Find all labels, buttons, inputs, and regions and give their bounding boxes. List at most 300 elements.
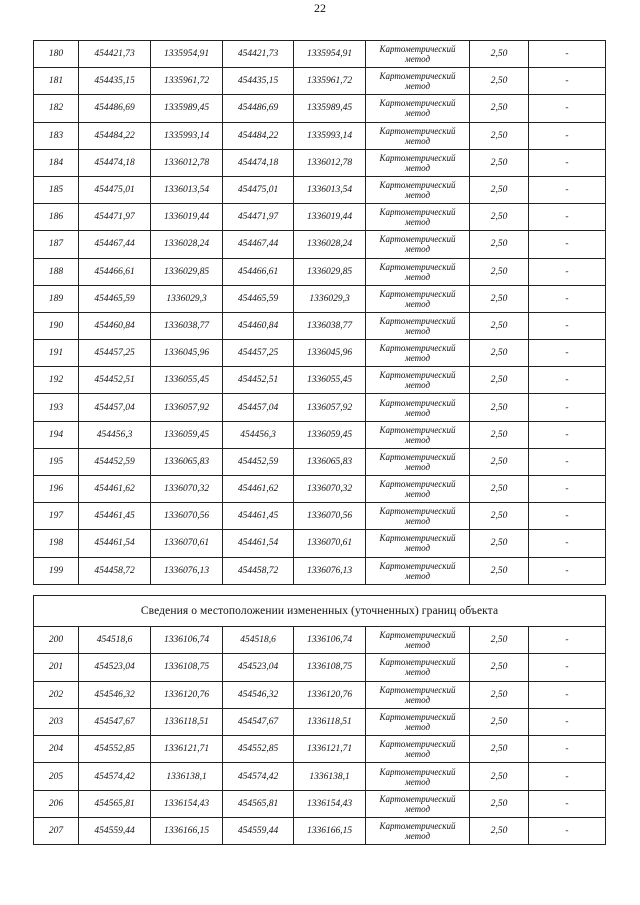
y-coordinate-new: 1336070,32 (294, 476, 366, 503)
x-coordinate-old: 454471,97 (79, 204, 151, 231)
note-value: - (529, 476, 606, 503)
table-row (34, 654, 606, 681)
y-coordinate-old: 1336028,24 (151, 231, 223, 258)
point-number: 201 (34, 654, 79, 681)
accuracy-value: 2,50 (470, 122, 529, 149)
method-line-2: метод (404, 81, 431, 92)
method-line-1: Картометрический (379, 739, 456, 750)
x-coordinate-old: 454457,25 (79, 340, 151, 367)
y-coordinate-new: 1336120,76 (294, 681, 366, 708)
method-line-2: метод (404, 831, 431, 842)
y-coordinate-old: 1336070,32 (151, 476, 223, 503)
note-value: - (529, 503, 606, 530)
accuracy-value: 2,50 (470, 285, 529, 312)
table-row (34, 476, 606, 503)
section-title: Сведения о местоположении измененных (уточненных) границ объекта (34, 596, 606, 627)
y-coordinate-new: 1336013,54 (294, 176, 366, 203)
y-coordinate-old: 1336059,45 (151, 421, 223, 448)
table-row (34, 312, 606, 339)
accuracy-value: 2,50 (470, 367, 529, 394)
method-cell (366, 122, 470, 149)
note-value: - (529, 231, 606, 258)
note-value: - (529, 763, 606, 790)
x-coordinate-new: 454467,44 (223, 231, 294, 258)
method-line-1: Картометрический (379, 207, 456, 218)
page-number: 22 (314, 1, 326, 15)
method-cell (366, 736, 470, 763)
accuracy-value: 2,50 (470, 340, 529, 367)
accuracy-value: 2,50 (470, 149, 529, 176)
y-coordinate-old: 1336038,77 (151, 312, 223, 339)
method-line-1: Картометрический (379, 506, 456, 517)
method-line-2: метод (404, 722, 431, 733)
y-coordinate-old: 1336019,44 (151, 204, 223, 231)
y-coordinate-new: 1336166,15 (294, 818, 366, 845)
y-coordinate-new: 1336029,3 (294, 285, 366, 312)
method-line-1: Картометрический (379, 424, 456, 435)
point-number: 187 (34, 231, 79, 258)
y-coordinate-old: 1336076,13 (151, 557, 223, 584)
point-number: 181 (34, 68, 79, 95)
x-coordinate-old: 454461,62 (79, 476, 151, 503)
method-line-2: метод (404, 298, 431, 309)
table-row (34, 68, 606, 95)
method-cell (366, 367, 470, 394)
method-line-1: Картометрический (379, 821, 456, 832)
point-number: 198 (34, 530, 79, 557)
x-coordinate-old: 454484,22 (79, 122, 151, 149)
accuracy-value: 2,50 (470, 231, 529, 258)
method-cell (366, 285, 470, 312)
accuracy-value: 2,50 (470, 176, 529, 203)
x-coordinate-new: 454471,97 (223, 204, 294, 231)
y-coordinate-new: 1335993,14 (294, 122, 366, 149)
table-row (34, 258, 606, 285)
method-line-1: Картометрический (379, 71, 456, 82)
table-row (34, 394, 606, 421)
point-number: 186 (34, 204, 79, 231)
x-coordinate-new: 454475,01 (223, 176, 294, 203)
table-row (34, 448, 606, 475)
x-coordinate-new: 454547,67 (223, 708, 294, 735)
y-coordinate-new: 1336070,56 (294, 503, 366, 530)
method-cell (366, 340, 470, 367)
x-coordinate-old: 454466,61 (79, 258, 151, 285)
method-line-2: метод (404, 461, 431, 472)
accuracy-value: 2,50 (470, 557, 529, 584)
note-value: - (529, 340, 606, 367)
note-value: - (529, 448, 606, 475)
y-coordinate-new: 1336118,51 (294, 708, 366, 735)
note-value: - (529, 708, 606, 735)
y-coordinate-new: 1336019,44 (294, 204, 366, 231)
point-number: 197 (34, 503, 79, 530)
y-coordinate-new: 1336029,85 (294, 258, 366, 285)
method-line-1: Картометрический (379, 315, 456, 326)
x-coordinate-new: 454461,45 (223, 503, 294, 530)
method-line-2: метод (404, 667, 431, 678)
point-number: 204 (34, 736, 79, 763)
method-cell (366, 394, 470, 421)
x-coordinate-new: 454552,85 (223, 736, 294, 763)
method-line-2: метод (404, 543, 431, 554)
table-row (34, 790, 606, 817)
x-coordinate-new: 454486,69 (223, 95, 294, 122)
x-coordinate-new: 454484,22 (223, 122, 294, 149)
method-line-2: метод (404, 749, 431, 760)
note-value: - (529, 530, 606, 557)
point-number: 195 (34, 448, 79, 475)
note-value: - (529, 68, 606, 95)
y-coordinate-new: 1336038,77 (294, 312, 366, 339)
note-value: - (529, 627, 606, 654)
method-cell (366, 312, 470, 339)
method-line-1: Картометрический (379, 343, 456, 354)
x-coordinate-old: 454465,59 (79, 285, 151, 312)
coordinates-table-1 (33, 40, 606, 585)
point-number: 183 (34, 122, 79, 149)
point-number: 205 (34, 763, 79, 790)
method-line-1: Картометрический (379, 44, 456, 55)
method-cell (366, 149, 470, 176)
method-cell (366, 557, 470, 584)
method-cell (366, 176, 470, 203)
point-number: 182 (34, 95, 79, 122)
accuracy-value: 2,50 (470, 41, 529, 68)
y-coordinate-old: 1336138,1 (151, 763, 223, 790)
y-coordinate-old: 1336166,15 (151, 818, 223, 845)
table-row (34, 818, 606, 845)
table-row (34, 367, 606, 394)
table-row (34, 708, 606, 735)
accuracy-value: 2,50 (470, 476, 529, 503)
method-cell (366, 95, 470, 122)
method-line-2: метод (404, 640, 431, 651)
x-coordinate-new: 454461,54 (223, 530, 294, 557)
accuracy-value: 2,50 (470, 790, 529, 817)
note-value: - (529, 204, 606, 231)
x-coordinate-old: 454475,01 (79, 176, 151, 203)
method-cell (366, 763, 470, 790)
method-line-2: метод (404, 570, 431, 581)
x-coordinate-new: 454474,18 (223, 149, 294, 176)
x-coordinate-new: 454461,62 (223, 476, 294, 503)
method-line-2: метод (404, 694, 431, 705)
method-line-1: Картометрический (379, 234, 456, 245)
note-value: - (529, 394, 606, 421)
note-value: - (529, 149, 606, 176)
y-coordinate-new: 1336106,74 (294, 627, 366, 654)
x-coordinate-old: 454552,85 (79, 736, 151, 763)
method-line-2: метод (404, 244, 431, 255)
y-coordinate-old: 1336120,76 (151, 681, 223, 708)
y-coordinate-new: 1336065,83 (294, 448, 366, 475)
table-row (34, 557, 606, 584)
x-coordinate-old: 454456,3 (79, 421, 151, 448)
x-coordinate-new: 454518,6 (223, 627, 294, 654)
x-coordinate-old: 454467,44 (79, 231, 151, 258)
method-line-1: Картометрический (379, 793, 456, 804)
x-coordinate-new: 454458,72 (223, 557, 294, 584)
x-coordinate-new: 454452,59 (223, 448, 294, 475)
x-coordinate-old: 454565,81 (79, 790, 151, 817)
method-cell (366, 231, 470, 258)
method-line-2: метод (404, 325, 431, 336)
point-number: 191 (34, 340, 79, 367)
method-cell (366, 258, 470, 285)
method-line-2: метод (404, 516, 431, 527)
y-coordinate-new: 1336154,43 (294, 790, 366, 817)
method-line-1: Картометрический (379, 630, 456, 641)
method-cell (366, 681, 470, 708)
note-value: - (529, 367, 606, 394)
note-value: - (529, 818, 606, 845)
x-coordinate-new: 454565,81 (223, 790, 294, 817)
y-coordinate-old: 1336012,78 (151, 149, 223, 176)
note-value: - (529, 258, 606, 285)
method-line-2: метод (404, 776, 431, 787)
method-line-1: Картометрический (379, 180, 456, 191)
table-row (34, 285, 606, 312)
note-value: - (529, 557, 606, 584)
y-coordinate-new: 1336076,13 (294, 557, 366, 584)
y-coordinate-old: 1336065,83 (151, 448, 223, 475)
table-row (34, 149, 606, 176)
method-line-1: Картометрический (379, 712, 456, 723)
method-line-1: Картометрический (379, 152, 456, 163)
note-value: - (529, 790, 606, 817)
x-coordinate-new: 454546,32 (223, 681, 294, 708)
point-number: 200 (34, 627, 79, 654)
method-cell (366, 204, 470, 231)
accuracy-value: 2,50 (470, 736, 529, 763)
point-number: 192 (34, 367, 79, 394)
method-line-2: метод (404, 162, 431, 173)
method-line-1: Картометрический (379, 451, 456, 462)
table-row (34, 176, 606, 203)
y-coordinate-old: 1336029,3 (151, 285, 223, 312)
x-coordinate-old: 454523,04 (79, 654, 151, 681)
note-value: - (529, 41, 606, 68)
y-coordinate-new: 1336055,45 (294, 367, 366, 394)
table-row (34, 122, 606, 149)
accuracy-value: 2,50 (470, 448, 529, 475)
method-cell (366, 476, 470, 503)
accuracy-value: 2,50 (470, 627, 529, 654)
x-coordinate-new: 454457,25 (223, 340, 294, 367)
x-coordinate-new: 454460,84 (223, 312, 294, 339)
y-coordinate-new: 1336121,71 (294, 736, 366, 763)
method-line-2: метод (404, 407, 431, 418)
y-coordinate-old: 1336013,54 (151, 176, 223, 203)
accuracy-value: 2,50 (470, 503, 529, 530)
x-coordinate-new: 454465,59 (223, 285, 294, 312)
method-line-1: Картометрический (379, 560, 456, 571)
method-line-1: Картометрический (379, 261, 456, 272)
point-number: 180 (34, 41, 79, 68)
table-row (34, 503, 606, 530)
y-coordinate-old: 1336106,74 (151, 627, 223, 654)
x-coordinate-old: 454435,15 (79, 68, 151, 95)
method-line-2: метод (404, 190, 431, 201)
method-cell (366, 41, 470, 68)
y-coordinate-old: 1336154,43 (151, 790, 223, 817)
y-coordinate-new: 1335954,91 (294, 41, 366, 68)
y-coordinate-old: 1336057,92 (151, 394, 223, 421)
point-number: 193 (34, 394, 79, 421)
method-line-1: Картометрический (379, 98, 456, 109)
note-value: - (529, 122, 606, 149)
table-row (34, 627, 606, 654)
note-value: - (529, 681, 606, 708)
table-row (34, 340, 606, 367)
y-coordinate-new: 1336028,24 (294, 231, 366, 258)
method-line-2: метод (404, 353, 431, 364)
point-number: 196 (34, 476, 79, 503)
point-number: 190 (34, 312, 79, 339)
note-value: - (529, 736, 606, 763)
x-coordinate-old: 454452,51 (79, 367, 151, 394)
x-coordinate-old: 454518,6 (79, 627, 151, 654)
method-line-2: метод (404, 135, 431, 146)
point-number: 202 (34, 681, 79, 708)
x-coordinate-new: 454456,3 (223, 421, 294, 448)
point-number: 199 (34, 557, 79, 584)
method-cell (366, 448, 470, 475)
note-value: - (529, 654, 606, 681)
table-row (34, 530, 606, 557)
table-row (34, 95, 606, 122)
coordinates-table-2 (33, 595, 606, 845)
method-line-2: метод (404, 803, 431, 814)
method-cell (366, 421, 470, 448)
x-coordinate-old: 454474,18 (79, 149, 151, 176)
point-number: 185 (34, 176, 79, 203)
accuracy-value: 2,50 (470, 530, 529, 557)
accuracy-value: 2,50 (470, 654, 529, 681)
table-row (34, 231, 606, 258)
method-line-1: Картометрический (379, 370, 456, 381)
x-coordinate-old: 454461,54 (79, 530, 151, 557)
x-coordinate-old: 454574,42 (79, 763, 151, 790)
x-coordinate-old: 454458,72 (79, 557, 151, 584)
y-coordinate-old: 1336029,85 (151, 258, 223, 285)
y-coordinate-old: 1336070,56 (151, 503, 223, 530)
y-coordinate-new: 1336070,61 (294, 530, 366, 557)
method-line-2: метод (404, 217, 431, 228)
table-row (34, 763, 606, 790)
accuracy-value: 2,50 (470, 394, 529, 421)
x-coordinate-old: 454421,73 (79, 41, 151, 68)
y-coordinate-new: 1336108,75 (294, 654, 366, 681)
note-value: - (529, 176, 606, 203)
y-coordinate-new: 1335961,72 (294, 68, 366, 95)
note-value: - (529, 312, 606, 339)
x-coordinate-old: 454486,69 (79, 95, 151, 122)
y-coordinate-old: 1335961,72 (151, 68, 223, 95)
x-coordinate-old: 454559,44 (79, 818, 151, 845)
y-coordinate-new: 1335989,45 (294, 95, 366, 122)
y-coordinate-old: 1336118,51 (151, 708, 223, 735)
x-coordinate-new: 454457,04 (223, 394, 294, 421)
table-row (34, 41, 606, 68)
accuracy-value: 2,50 (470, 681, 529, 708)
point-number: 184 (34, 149, 79, 176)
x-coordinate-old: 454547,67 (79, 708, 151, 735)
point-number: 188 (34, 258, 79, 285)
y-coordinate-old: 1335989,45 (151, 95, 223, 122)
method-line-1: Картометрический (379, 479, 456, 490)
y-coordinate-old: 1336121,71 (151, 736, 223, 763)
x-coordinate-new: 454452,51 (223, 367, 294, 394)
method-cell (366, 708, 470, 735)
note-value: - (529, 421, 606, 448)
x-coordinate-new: 454421,73 (223, 41, 294, 68)
method-cell (366, 790, 470, 817)
accuracy-value: 2,50 (470, 68, 529, 95)
accuracy-value: 2,50 (470, 763, 529, 790)
method-line-2: метод (404, 54, 431, 65)
x-coordinate-new: 454574,42 (223, 763, 294, 790)
accuracy-value: 2,50 (470, 258, 529, 285)
point-number: 203 (34, 708, 79, 735)
y-coordinate-old: 1335993,14 (151, 122, 223, 149)
x-coordinate-old: 454457,04 (79, 394, 151, 421)
point-number: 206 (34, 790, 79, 817)
x-coordinate-new: 454559,44 (223, 818, 294, 845)
method-line-1: Картометрический (379, 657, 456, 668)
point-number: 189 (34, 285, 79, 312)
note-value: - (529, 95, 606, 122)
table-row (34, 736, 606, 763)
x-coordinate-old: 454460,84 (79, 312, 151, 339)
method-cell (366, 530, 470, 557)
method-line-1: Картометрический (379, 288, 456, 299)
accuracy-value: 2,50 (470, 312, 529, 339)
method-line-2: метод (404, 108, 431, 119)
y-coordinate-new: 1336057,92 (294, 394, 366, 421)
y-coordinate-new: 1336045,96 (294, 340, 366, 367)
method-line-2: метод (404, 380, 431, 391)
accuracy-value: 2,50 (470, 708, 529, 735)
point-number: 207 (34, 818, 79, 845)
y-coordinate-old: 1336108,75 (151, 654, 223, 681)
note-value: - (529, 285, 606, 312)
method-line-2: метод (404, 434, 431, 445)
x-coordinate-old: 454546,32 (79, 681, 151, 708)
y-coordinate-old: 1335954,91 (151, 41, 223, 68)
y-coordinate-old: 1336055,45 (151, 367, 223, 394)
accuracy-value: 2,50 (470, 95, 529, 122)
method-line-1: Картометрический (379, 766, 456, 777)
x-coordinate-new: 454466,61 (223, 258, 294, 285)
table-row (34, 681, 606, 708)
y-coordinate-old: 1336045,96 (151, 340, 223, 367)
accuracy-value: 2,50 (470, 421, 529, 448)
method-cell (366, 503, 470, 530)
point-number: 194 (34, 421, 79, 448)
x-coordinate-old: 454461,45 (79, 503, 151, 530)
method-cell (366, 818, 470, 845)
x-coordinate-new: 454435,15 (223, 68, 294, 95)
x-coordinate-new: 454523,04 (223, 654, 294, 681)
method-line-1: Картометрический (379, 125, 456, 136)
y-coordinate-new: 1336059,45 (294, 421, 366, 448)
method-cell (366, 627, 470, 654)
method-line-2: метод (404, 489, 431, 500)
method-line-2: метод (404, 271, 431, 282)
table-row (34, 204, 606, 231)
